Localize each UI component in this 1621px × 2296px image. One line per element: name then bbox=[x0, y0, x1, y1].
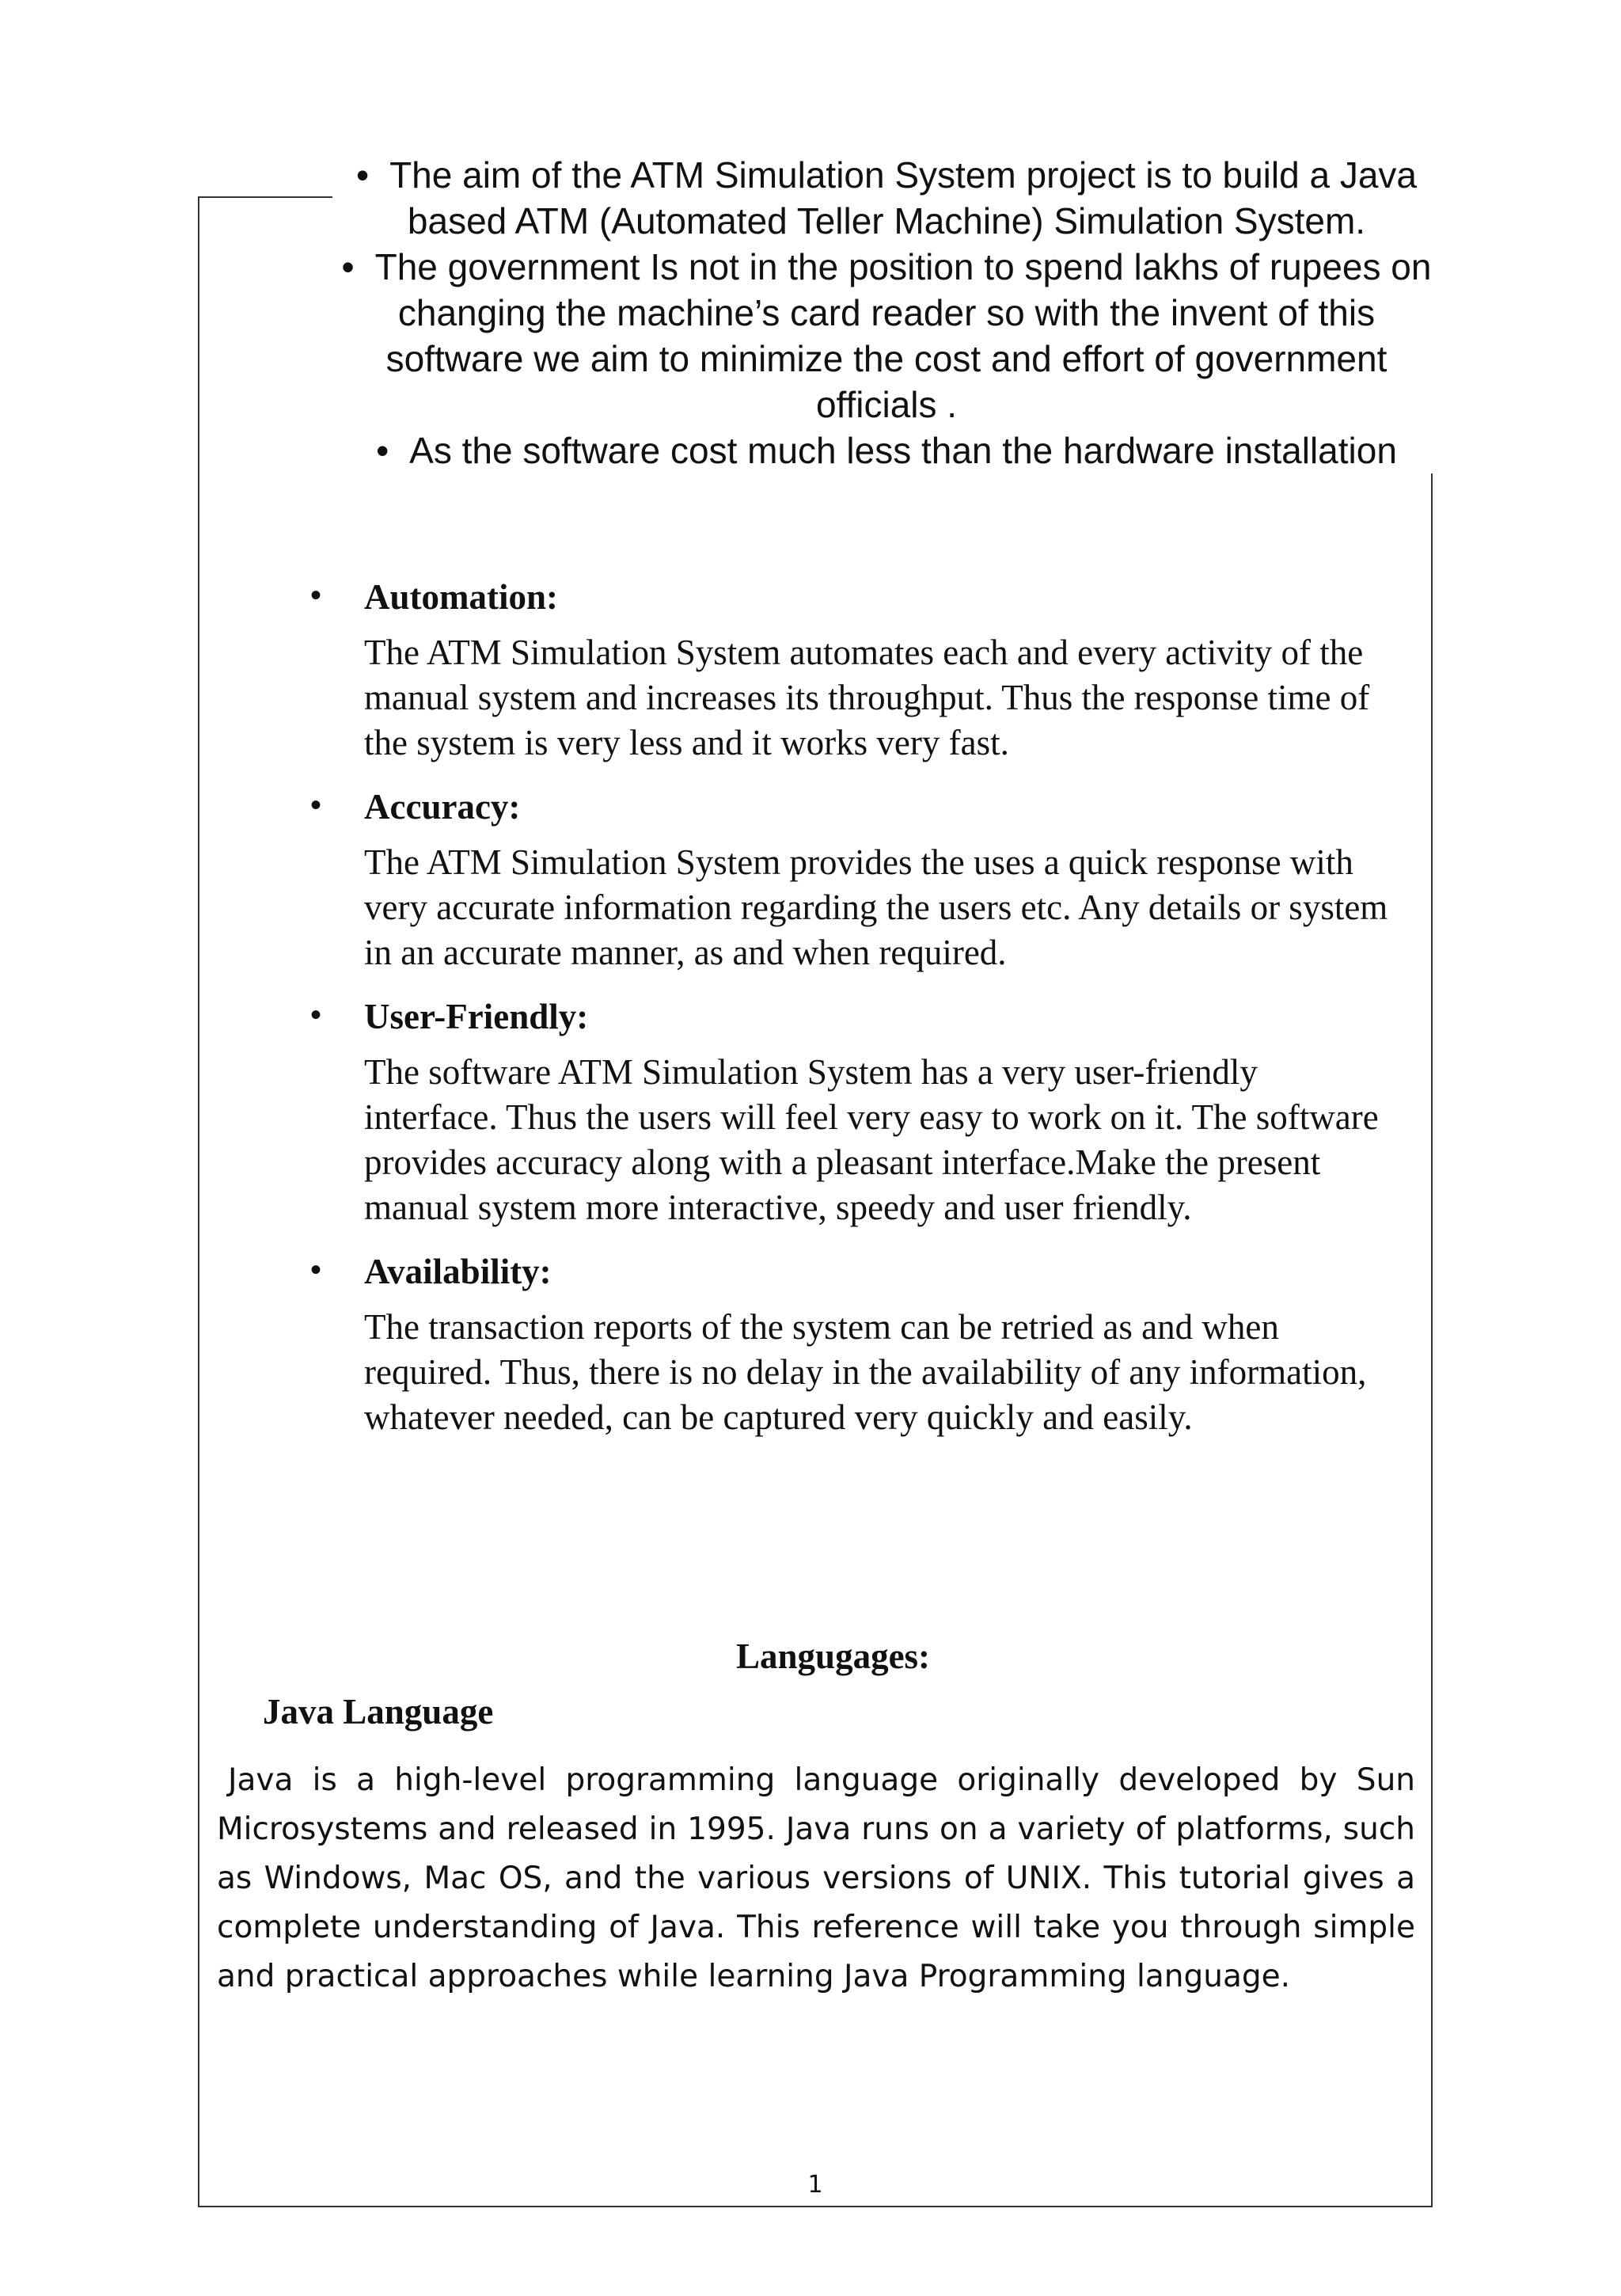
languages-heading: Langugages: bbox=[736, 1636, 931, 1676]
feature-body: The ATM Simulation System provides the uses a quick response with very accurate information regarding the users etc. Any details or system in an accurate manner, as and when required. bbox=[364, 842, 1388, 972]
intro-bullets bbox=[332, 152, 1441, 473]
bullet-icon: • bbox=[310, 1253, 322, 1287]
intro-item: • The government Is not in the position to spend lakhs of rupees on changing the machine’s card reader so with the invent of this software we aim to minimize the cost and effort of government officials . bbox=[332, 244, 1441, 428]
feature-user-friendly bbox=[310, 993, 1403, 1230]
feature-list bbox=[310, 573, 1403, 1458]
bullet-icon: • bbox=[310, 578, 322, 613]
feature-automation bbox=[310, 573, 1403, 766]
bullet-icon: • bbox=[376, 430, 389, 471]
page-number: 1 bbox=[807, 2171, 823, 2199]
feature-accuracy bbox=[310, 783, 1403, 975]
bullet-icon: • bbox=[310, 788, 322, 823]
feature-title: Automation: bbox=[364, 577, 558, 617]
bullet-icon: • bbox=[341, 246, 355, 287]
feature-body: The software ATM Simulation System has a very user-friendly interface. Thus the users will feel very easy to work on it. The software provides accuracy along with a pleasant interface.Make the present manual system more interactive, speedy and user friendly. bbox=[364, 1052, 1379, 1227]
intro-item: • As the software cost much less than the hardware installation bbox=[332, 428, 1441, 473]
bullet-icon: • bbox=[355, 154, 370, 196]
intro-item: • The aim of the ATM Simulation System project is to build a Java based ATM (Automated Teller Machine) Simulation System. bbox=[332, 152, 1441, 244]
feature-availability bbox=[310, 1248, 1403, 1440]
bullet-icon: • bbox=[310, 998, 322, 1032]
feature-title: User-Friendly: bbox=[364, 997, 589, 1036]
feature-body: The transaction reports of the system can be retried as and when required. Thus, there is no delay in the availability of any information, whatever needed, can be captured very quickly and easily. bbox=[364, 1307, 1367, 1437]
feature-title: Accuracy: bbox=[364, 787, 521, 827]
feature-title: Availability: bbox=[364, 1252, 552, 1291]
feature-body: The ATM Simulation System automates each and every activity of the manual system and increases its throughput. Thus the response time of the system is very less and it works very fast. bbox=[364, 633, 1370, 762]
java-language-heading: Java Language bbox=[263, 1692, 494, 1732]
java-language-paragraph: Java is a high-level programming language originally developed by Sun Microsystems and released in 1995. Java runs on a variety of platforms, such as Windows, Mac OS, and the various versions of UNIX. This tutorial gives a complete understanding of Java. This reference will take you through simple and practical approaches while learning Java Programming language. bbox=[217, 1762, 1415, 1994]
